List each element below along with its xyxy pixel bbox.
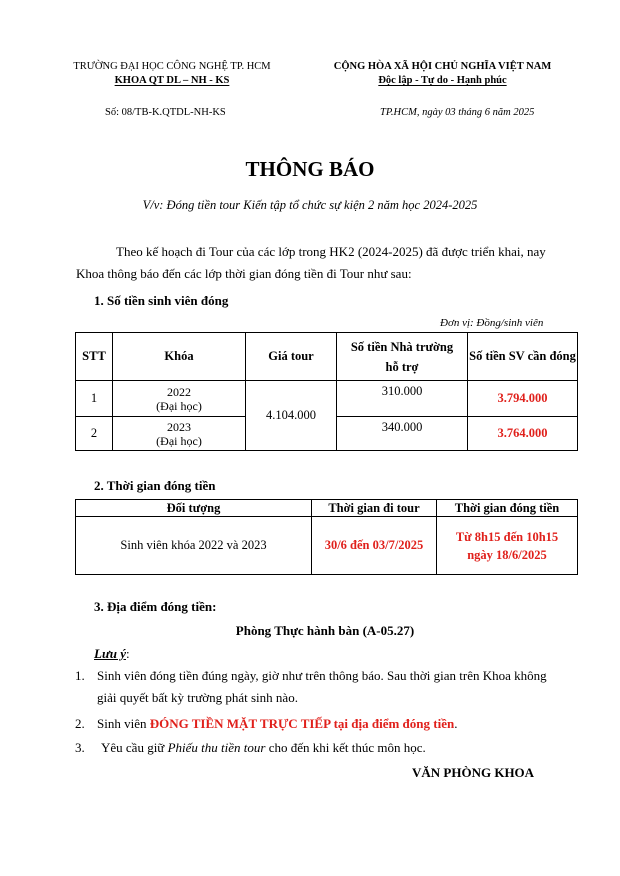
note-item-1-line-1: Sinh viên đóng tiền đúng ngày, giờ như trên thông báo. Sau thời gian trên Khoa không — [97, 668, 547, 683]
tour-price-cell: 4.104.000 — [246, 381, 337, 451]
notes-colon: : — [125, 646, 130, 661]
header-ho-tro-line-1: Số tiền Nhà trường — [350, 339, 454, 354]
row-khoa — [113, 417, 246, 451]
note-item-3-number: 3. — [75, 740, 85, 755]
row-khoa-level: (Đại học) — [156, 398, 202, 413]
table-row — [76, 517, 578, 575]
note-item-2-emphasis: ĐÓNG TIỀN MẶT TRỰC TIẾP tại địa điểm đóng tiền — [149, 716, 455, 731]
fee-table-header — [76, 333, 578, 381]
section-1-heading: 1. Số tiền sinh viên đóng — [94, 293, 229, 308]
national-motto: CỘNG HÒA XÃ HỘI CHỦ NGHĨA VIỆT NAM — [333, 61, 552, 72]
page-title: THÔNG BÁO — [245, 157, 375, 181]
national-header — [300, 60, 585, 88]
header-gia-tour: Giá tour — [246, 333, 337, 381]
note-item-3-prefix: Yêu cầu giữ — [101, 740, 168, 755]
notes-label-line — [94, 643, 130, 665]
note-item-3-text — [101, 737, 426, 759]
row-stt: 2 — [76, 417, 113, 451]
note-item-2-number: 2. — [75, 716, 85, 731]
header-stt: STT — [76, 333, 113, 381]
note-item-3-emphasis: Phiếu thu tiền tour — [167, 740, 266, 755]
unit-note: Đơn vị: Đồng/sinh viên — [440, 317, 544, 329]
row-khoa-year: 2023 — [167, 419, 191, 434]
fee-table — [75, 332, 578, 451]
row-support: 310.000 — [337, 381, 468, 417]
row-khoa-year: 2022 — [167, 384, 191, 399]
intro-line-1: Theo kế hoạch đi Tour của các lớp trong HK2 (2024-2025) đã được triển khai, nay — [116, 244, 546, 259]
note-item-3 — [75, 737, 585, 759]
row-pay: 3.764.000 — [468, 417, 578, 451]
section-2-heading: 2. Thời gian đóng tiền — [94, 478, 216, 493]
row-pay: 3.794.000 — [468, 381, 578, 417]
note-item-2-text — [97, 713, 457, 735]
table-row — [76, 381, 578, 417]
schedule-table — [75, 499, 578, 575]
row-tour-time: 30/6 đến 03/7/2025 — [312, 517, 437, 575]
note-item-1 — [75, 665, 585, 709]
intro-paragraph — [76, 241, 576, 285]
row-khoa — [113, 381, 246, 417]
header-thoi-gian-dong: Thời gian đóng tiền — [437, 500, 578, 517]
row-payment-time — [437, 517, 578, 575]
row-payment-time-line-1: Từ 8h15 đến 10h15 — [455, 529, 559, 544]
notes-label: Lưu ý — [94, 646, 126, 661]
intro-line-2: Khoa thông báo đến các lớp thời gian đóng tiền đi Tour như sau: — [76, 266, 412, 281]
header-doi-tuong: Đối tượng — [76, 500, 312, 517]
row-doi-tuong: Sinh viên khóa 2022 và 2023 — [76, 517, 312, 575]
header-khoa: Khóa — [113, 333, 246, 381]
payment-location: Phòng Thực hành bàn (A-05.27) — [235, 623, 415, 638]
header-thoi-gian-tour: Thời gian đi tour — [312, 500, 437, 517]
header-ho-tro-line-2: hỗ trợ — [385, 359, 419, 374]
signature: VĂN PHÒNG KHOA — [412, 765, 535, 780]
row-khoa-level: (Đại học) — [156, 433, 202, 448]
note-item-1-number: 1. — [75, 668, 85, 683]
place-date: TP.HCM, ngày 03 tháng 6 năm 2025 — [380, 107, 535, 118]
school-header — [52, 60, 292, 88]
row-support: 340.000 — [337, 417, 468, 451]
note-item-2 — [75, 713, 585, 735]
document-number: Số: 08/TB-K.QTDL-NH-KS — [105, 107, 226, 118]
note-item-2-prefix: Sinh viên — [97, 716, 150, 731]
row-payment-time-line-2: ngày 18/6/2025 — [467, 547, 547, 562]
note-item-1-line-2: giải quyết bất kỳ trường phát sinh nào. — [97, 690, 298, 705]
row-stt: 1 — [76, 381, 113, 417]
school-name: TRƯỜNG ĐẠI HỌC CÔNG NGHỆ TP. HCM — [73, 61, 271, 72]
note-item-2-suffix: . — [454, 716, 458, 731]
section-3-heading: 3. Địa điểm đóng tiền: — [94, 599, 217, 614]
page-subtitle: V/v: Đóng tiền tour Kiến tập tổ chức sự kiện 2 năm học 2024-2025 — [142, 198, 478, 212]
schedule-table-header — [76, 500, 578, 517]
faculty-name: KHOA QT DL – NH - KS — [114, 75, 230, 86]
national-slogan: Độc lập - Tự do - Hạnh phúc — [378, 75, 507, 86]
header-can-dong: Số tiền SV cần đóng — [468, 333, 578, 381]
header-ho-tro — [337, 333, 468, 381]
note-item-3-suffix: cho đến khi kết thúc môn học. — [265, 740, 426, 755]
